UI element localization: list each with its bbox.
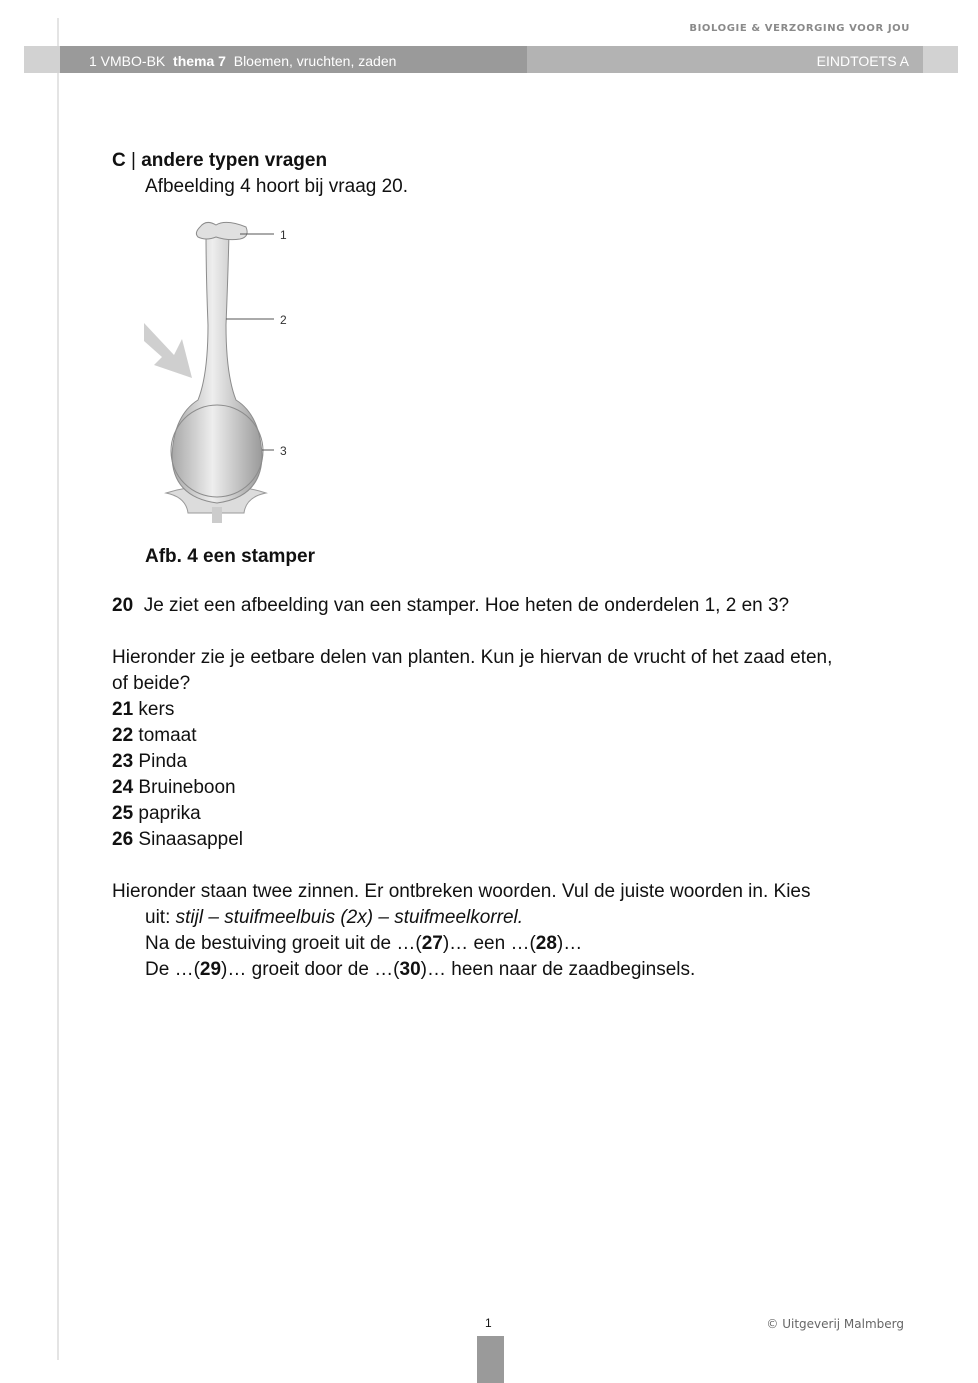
arrow-icon (144, 323, 192, 378)
block3-choices (145, 905, 523, 931)
header-test-name: EINDTOETS A (816, 53, 909, 69)
pistil-figure (140, 215, 310, 525)
item-number: 25 (112, 803, 134, 824)
section-letter: C (112, 150, 126, 171)
label-1: 1 (280, 228, 287, 242)
item-number: 26 (112, 829, 134, 850)
section-heading (112, 148, 327, 174)
blank-number: 30 (399, 959, 421, 980)
figure-caption: Afb. 4 een stamper (145, 546, 315, 567)
header-course (89, 53, 396, 69)
question-text: Je ziet een afbeelding van een stamper. Hoe heten de onderdelen 1, 2 en 3? (143, 595, 790, 616)
brand-title: BIOLOGIE & VERZORGING VOOR JOU (689, 23, 910, 34)
choices-options: stijl – stuifmeelbuis (2x) – stuifmeelkorrel. (175, 907, 524, 928)
list-item (112, 775, 236, 801)
blank-number: 29 (199, 959, 222, 980)
header-level: 1 VMBO-BK (89, 53, 166, 69)
item-text: Bruineboon (138, 777, 236, 798)
section-intro: Afbeelding 4 hoort bij vraag 20. (145, 176, 409, 197)
item-text: paprika (138, 803, 201, 824)
page-margin-rule (57, 18, 59, 1360)
block3-intro: Hieronder staan twee zinnen. Er ontbreken woorden. Vul de juiste woorden in. Kies (112, 881, 811, 902)
page-number: 1 (485, 1316, 492, 1330)
item-text: Sinaasappel (138, 829, 244, 850)
section-separator: | (131, 150, 136, 171)
list-item (112, 723, 197, 749)
label-3: 3 (280, 444, 287, 458)
page-tab (477, 1336, 504, 1383)
section-title: andere typen vragen (141, 150, 328, 171)
header-theme: thema 7 (173, 53, 226, 69)
block2-intro-line1: Hieronder zie je eetbare delen van planten. Kun je hiervan de vrucht of het zaad eten, (112, 647, 833, 668)
fill-sentence-2: De …(29)… groeit door de …(30)… heen naar de zaadbeginsels. (145, 959, 696, 980)
item-number: 23 (112, 751, 134, 772)
item-number: 24 (112, 777, 134, 798)
stigma (196, 222, 247, 239)
item-number: 22 (112, 725, 134, 746)
question-number: 20 (112, 595, 134, 616)
list-item (112, 749, 187, 775)
blank-number: 27 (421, 933, 443, 954)
choices-prefix: uit: (145, 907, 176, 928)
copyright: © Uitgeverij Malmberg (766, 1317, 904, 1331)
item-text: Pinda (138, 751, 188, 772)
blank-number: 28 (535, 933, 557, 954)
list-item (112, 697, 174, 723)
fill-sentence-1: Na de bestuiving groeit uit de …(27)… een …(28)… (145, 933, 583, 954)
flower-stalk (212, 507, 222, 523)
list-item (112, 801, 201, 827)
list-item (112, 827, 243, 853)
header-subject: Bloemen, vruchten, zaden (233, 53, 397, 69)
item-text: tomaat (138, 725, 197, 746)
block2-intro-line2: of beide? (112, 673, 191, 694)
label-2: 2 (280, 313, 287, 327)
question-20 (112, 593, 789, 619)
item-text: kers (138, 699, 175, 720)
item-number: 21 (112, 699, 134, 720)
